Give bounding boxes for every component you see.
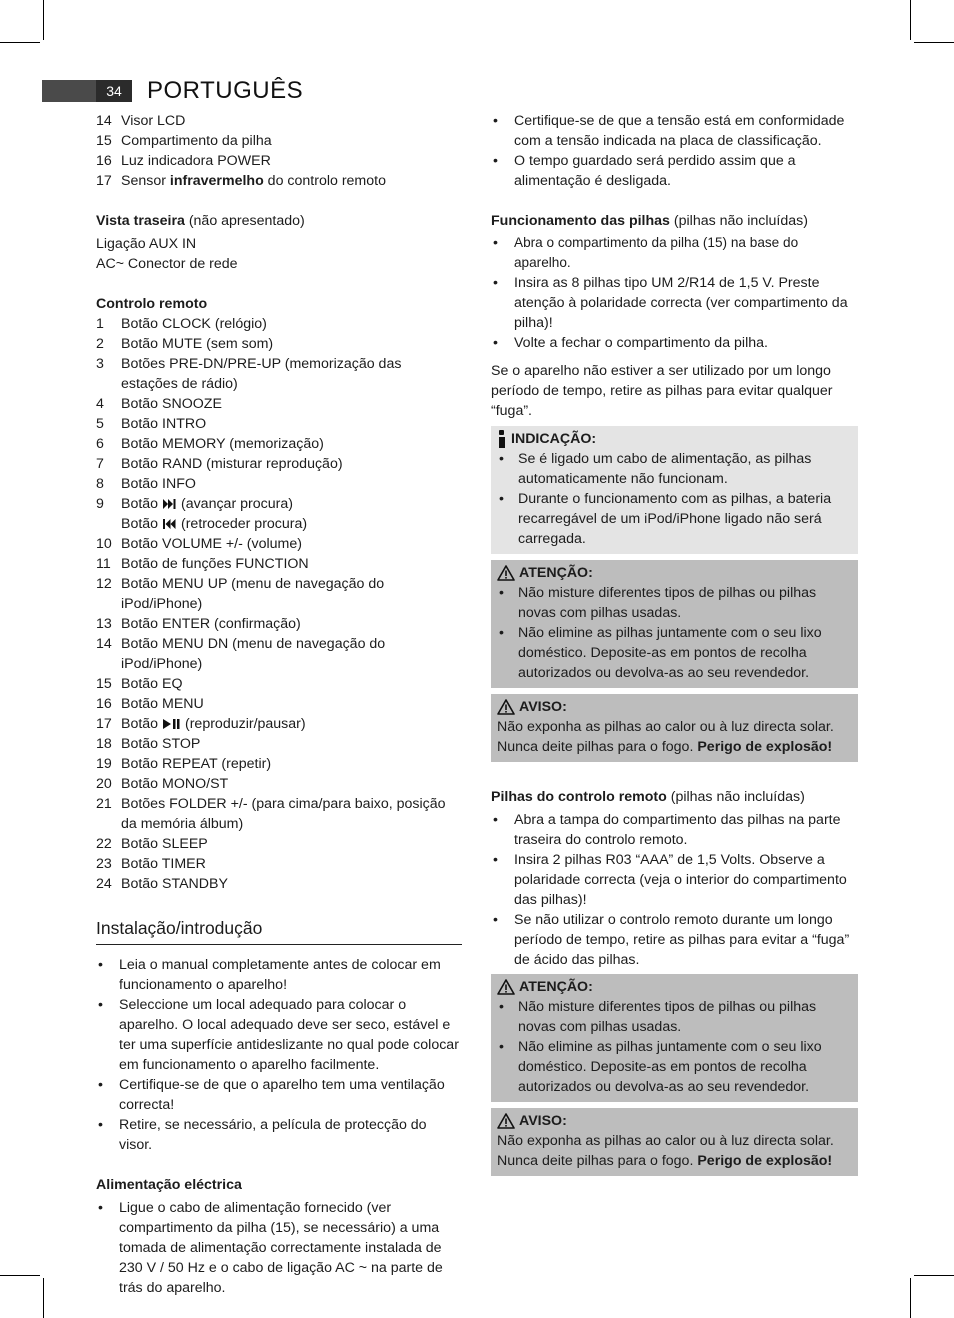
bullet-icon: • [499, 491, 504, 507]
bullet-item: • Volte a fechar o compartimento da pilha. [493, 335, 768, 351]
list-item: 1 Botão CLOCK (relógio) [96, 316, 267, 332]
bullet-icon: • [98, 1077, 103, 1093]
bullet-item: • Se não utilizar o controlo remoto durante um longo período de tempo, retire as pilhas para evitar a “fuga” de ácido das pilhas. [493, 912, 850, 968]
bullet-item: • Não elimine as pilhas juntamente com o seu lixo doméstico. Deposite-as em pontos de recolha autorizados ou devolva-as ao seu revendedor. [499, 1039, 822, 1095]
bullet-icon: • [493, 335, 498, 351]
bullet-icon: • [493, 912, 498, 928]
bullet-item: • Certifique-se de que o aparelho tem uma ventilação correcta! [98, 1077, 445, 1113]
bullet-item: • Retire, se necessário, a película de protecção do visor. [98, 1117, 427, 1153]
warning-box: AVISO: Não exponha as pilhas ao calor ou à luz directa solar. Nunca deite pilhas para o fogo. Perigo de explosão! [491, 694, 858, 762]
crop-mark [910, 1278, 911, 1318]
bullet-icon: • [493, 113, 498, 129]
bullet-icon: • [98, 1200, 103, 1216]
rear-view-item: Ligação AUX IN [96, 236, 197, 252]
bullet-item: • Ligue o cabo de alimentação fornecido (ver compartimento da pilha (15), se necessário) a uma tomada de alimentação correctamente instalada de 230 V / 50 Hz e o cabo de ligação AC ~ na parte de trás do aparelho. [98, 1200, 443, 1296]
crop-mark [910, 0, 911, 40]
bullet-item: • Insira 2 pilhas R03 “AAA” de 1,5 Volts. Observe a polaridade correcta (veja o interior do compartimento das pilhas)! [493, 852, 847, 908]
warning-text: Não exponha as pilhas ao calor ou à luz directa solar. Nunca deite pilhas para o fogo. Perigo de explosão! [497, 1133, 834, 1169]
list-item: 21 Botões FOLDER +/- (para cima/para baixo, posição da memória álbum) [96, 796, 446, 832]
bullet-icon: • [98, 957, 103, 973]
power-heading: Alimentação eléctrica [96, 1177, 242, 1193]
bullet-item: • Leia o manual completamente antes de colocar em funcionamento o aparelho! [98, 957, 441, 993]
page-title: PORTUGUÊS [147, 77, 304, 104]
bullet-item: • Seleccione um local adequado para colocar o aparelho. O local adequado deve ser seco, estável e ter uma superfície antideslizante no qual pode colocar em funcionamento o aparelho facilmente. [98, 997, 459, 1073]
list-item: 6 Botão MEMORY (memorização) [96, 436, 324, 452]
skip-back-icon [163, 519, 176, 529]
bullet-icon: • [493, 852, 498, 868]
note-box: INDICAÇÃO: • Se é ligado um cabo de alimentação, as pilhas automaticamente não funcionam. • Durante o funcionamento com as pilhas, a bateria recarregável de um iPod/iPhone ligado não será carregada. [491, 426, 858, 554]
rear-view-item: AC~ Conector de rede [96, 256, 238, 272]
bullet-icon: • [499, 1039, 504, 1055]
bullet-icon: • [493, 275, 498, 291]
caution-box: ATENÇÃO: • Não misture diferentes tipos de pilhas ou pilhas novas com pilhas usadas. • Não elimine as pilhas juntamente com o seu lixo doméstico. Deposite-as em pontos de recolha autorizados ou devolva-as ao seu revendedor. [491, 974, 858, 1102]
remote-batteries-heading: Pilhas do controlo remoto (pilhas não incluídas) [491, 789, 805, 805]
bullet-item: • Certifique-se de que a tensão está em conformidade com a tensão indicada na placa de classificação. [493, 113, 845, 149]
warning-box: AVISO: Não exponha as pilhas ao calor ou à luz directa solar. Nunca deite pilhas para o fogo. Perigo de explosão! [491, 1108, 858, 1176]
bullet-icon: • [499, 625, 504, 641]
list-item: 10 Botão VOLUME +/- (volume) [96, 536, 302, 552]
list-item: 11 Botão de funções FUNCTION [96, 556, 309, 572]
bullet-item: • Abra a tampa do compartimento das pilhas na parte traseira do controlo remoto. [493, 812, 841, 848]
bullet-icon: • [493, 235, 498, 251]
batteries-heading: Funcionamento das pilhas (pilhas não incluídas) [491, 213, 808, 229]
list-item: 17 Botão (reproduzir/pausar) [96, 716, 306, 732]
bullet-icon: • [493, 812, 498, 828]
list-item: 3 Botões PRE-DN/PRE-UP (memorização das estações de rádio) [96, 356, 402, 392]
warning-triangle-icon [497, 979, 515, 995]
device-parts-list [96, 111, 462, 191]
bullet-icon: • [98, 997, 103, 1013]
list-item: 13 Botão ENTER (confirmação) [96, 616, 301, 632]
bullet-icon: • [499, 999, 504, 1015]
warning-triangle-icon [497, 699, 515, 715]
bullet-icon: • [499, 585, 504, 601]
list-item: 18 Botão STOP [96, 736, 201, 752]
crop-mark [43, 0, 44, 40]
bullet-item: • Não misture diferentes tipos de pilhas ou pilhas novas com pilhas usadas. [499, 585, 817, 621]
bullet-item: • Não misture diferentes tipos de pilhas ou pilhas novas com pilhas usadas. [499, 999, 817, 1035]
warning-triangle-icon [497, 565, 515, 581]
crop-mark [914, 42, 954, 43]
list-item: 7 Botão RAND (misturar reprodução) [96, 456, 343, 472]
list-item: 16 Luz indicadora POWER [96, 153, 271, 169]
remote-buttons-list [96, 314, 462, 894]
bullet-item: • Não elimine as pilhas juntamente com o seu lixo doméstico. Deposite-as em pontos de recolha autorizados ou devolva-as ao seu revendedor. [499, 625, 822, 681]
caution-box: ATENÇÃO: • Não misture diferentes tipos de pilhas ou pilhas novas com pilhas usadas. • Não elimine as pilhas juntamente com o seu lixo doméstico. Deposite-as em pontos de recolha autorizados ou devolva-as ao seu revendedor. [491, 560, 858, 688]
list-item: 15 Compartimento da pilha [96, 133, 272, 149]
list-item: 24 Botão STANDBY [96, 876, 228, 892]
bullet-item: • Durante o funcionamento com as pilhas, a bateria recarregável de um iPod/iPhone ligado não será carregada. [499, 491, 832, 547]
list-item: 14 Botão MENU DN (menu de navegação do iPod/iPhone) [96, 636, 386, 672]
skip-forward-icon [163, 499, 176, 509]
info-icon [497, 430, 507, 448]
bullet-item: • O tempo guardado será perdido assim que a alimentação é desligada. [493, 153, 796, 189]
list-item: 9 Botão (avançar procura) Botão (retroceder procura) [96, 496, 308, 532]
list-item: 14 Visor LCD [96, 113, 186, 129]
crop-mark [0, 42, 40, 43]
play-pause-icon [163, 719, 180, 729]
left-column [96, 111, 462, 1298]
list-item: 2 Botão MUTE (sem som) [96, 336, 274, 352]
list-item: 5 Botão INTRO [96, 416, 207, 432]
list-item: 22 Botão SLEEP [96, 836, 208, 852]
list-item: 12 Botão MENU UP (menu de navegação do iPod/iPhone) [96, 576, 385, 612]
list-item: 16 Botão MENU [96, 696, 204, 712]
list-item: 17 Sensor infravermelho do controlo remoto [96, 173, 386, 189]
section-heading: Instalação/introdução [96, 916, 462, 945]
remote-heading: Controlo remoto [96, 296, 208, 312]
bullet-icon: • [499, 451, 504, 467]
bullet-item: • Abra o compartimento da pilha (15) na base do aparelho. [491, 233, 858, 273]
bullet-icon: • [98, 1117, 103, 1133]
bullet-icon: • [493, 153, 498, 169]
list-item: 20 Botão MONO/ST [96, 776, 229, 792]
bullet-item: • Se é ligado um cabo de alimentação, as pilhas automaticamente não funcionam. [499, 451, 812, 487]
warning-triangle-icon [497, 1113, 515, 1129]
warning-text: Não exponha as pilhas ao calor ou à luz directa solar. Nunca deite pilhas para o fogo. Perigo de explosão! [497, 719, 834, 755]
right-column [491, 111, 858, 1176]
list-item: 23 Botão TIMER [96, 856, 206, 872]
rear-view-heading: Vista traseira (não apresentado) [96, 213, 305, 229]
crop-mark [43, 1278, 44, 1318]
list-item: 8 Botão INFO [96, 476, 196, 492]
installation-list [96, 955, 462, 1155]
list-item: 4 Botão SNOOZE [96, 396, 222, 412]
page-number: 34 [96, 80, 132, 102]
crop-mark [914, 1275, 954, 1276]
header-bar [42, 80, 96, 102]
crop-mark [0, 1275, 40, 1276]
bullet-item: • Insira as 8 pilhas tipo UM 2/R14 de 1,5 V. Preste atenção à polaridade correcta (ver compartimento da pilha)! [493, 275, 848, 331]
list-item: 15 Botão EQ [96, 676, 183, 692]
batteries-paragraph: Se o aparelho não estiver a ser utilizado por um longo período de tempo, retire as pilhas para evitar qualquer “fuga”. [491, 363, 833, 419]
list-item: 19 Botão REPEAT (repetir) [96, 756, 272, 772]
